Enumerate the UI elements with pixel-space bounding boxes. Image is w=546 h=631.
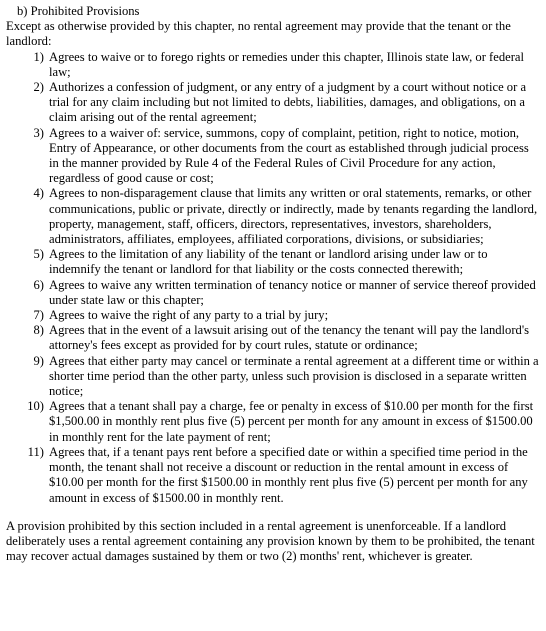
item-number: 10) — [27, 399, 44, 414]
section-heading: b) Prohibited Provisions — [17, 4, 140, 18]
item-text: Agrees to a waiver of: service, summons, copy of complaint, petition, right to notice, motion, Entry of Appearance, or other documents from the court as established through judicial process in the manner provided by Rule 4 of the Federal Rules of Civil Procedure for any action, regardless of good cause or cost; — [49, 125, 529, 186]
intro-paragraph: Except as otherwise provided by this chapter, no rental agreement may provide that the tenant or the landlord: — [6, 19, 511, 49]
list-item — [6, 354, 540, 400]
item-number: 6) — [33, 277, 44, 292]
item-text: Agrees to waive any written termination of tenancy notice or manner of service thereof provided under state law or this chapter; — [49, 277, 536, 307]
item-number: 2) — [33, 80, 44, 95]
list-item — [6, 247, 540, 277]
list-item — [6, 126, 540, 187]
list-item — [6, 445, 540, 506]
item-text: Agrees that a tenant shall pay a charge, fee or penalty in excess of $10.00 per month for the first $1,500.00 in monthly rent plus five (5) percent per month for any amount in excess of $1500.00 in monthly rent for the late payment of rent; — [49, 399, 534, 444]
item-number: 4) — [33, 186, 44, 201]
item-number: 3) — [33, 125, 44, 140]
list-item — [6, 278, 540, 308]
closing-paragraph: A provision prohibited by this section included in a rental agreement is unenforceable. If a landlord deliberately uses a rental agreement containing any provision known by them to be prohibited, the tenant may recover actual damages sustained by them or two (2) months' rent, whichever is greater. — [6, 518, 535, 564]
item-text: Agrees that in the event of a lawsuit arising out of the tenancy the tenant will pay the landlord's attorney's fees except as provided for by court rules, statute or ordinance; — [49, 323, 529, 353]
list-item — [6, 186, 540, 247]
item-text: Agrees to waive the right of any party to a trial by jury; — [49, 308, 329, 323]
item-text: Agrees that, if a tenant pays rent before a specified date or within a specified time period in the month, the tenant shall not receive a discount or reduction in the rental amount in excess of $10.00 per month for the first $1500.00 in monthly rent plus five (5) percent per month for any amount in excess of $1500.00 in monthly rent. — [49, 444, 528, 505]
item-number: 9) — [33, 353, 44, 368]
provisions-list — [6, 50, 540, 506]
item-number: 1) — [33, 49, 44, 64]
item-number: 11) — [27, 444, 44, 459]
item-text: Agrees that either party may cancel or terminate a rental agreement at a different time or within a shorter time period than the other party, unless such provision is disclosed in a separate written notice; — [49, 353, 539, 399]
list-item — [6, 399, 540, 445]
item-number: 7) — [33, 308, 44, 323]
list-item — [6, 308, 540, 323]
item-text: Authorizes a confession of judgment, or any entry of a judgment by a court without notice or a trial for any claim including but not limited to debts, liabilities, damages, and obligations, on a claim arising out of the rental agreement; — [49, 80, 527, 125]
item-text: Agrees to the limitation of any liability of the tenant or landlord arising under law or to indemnify the tenant or landlord for that liability or the costs connected therewith; — [49, 247, 488, 277]
list-item — [6, 80, 540, 126]
list-item — [6, 323, 540, 353]
list-item — [6, 50, 540, 80]
item-number: 5) — [33, 247, 44, 262]
item-text: Agrees to waive or to forego rights or remedies under this chapter, Illinois state law, or federal law; — [49, 49, 524, 79]
item-number: 8) — [33, 323, 44, 338]
item-text: Agrees to non-disparagement clause that limits any written or oral statements, remarks, or other communications, public or private, directly or indirectly, made by tenants regarding the landlord, property, management, staff, officers, directors, representatives, investors, shareholders, administrators, affiliates, employees, affiliated corporations, divisions, or subsidiaries; — [49, 186, 538, 247]
